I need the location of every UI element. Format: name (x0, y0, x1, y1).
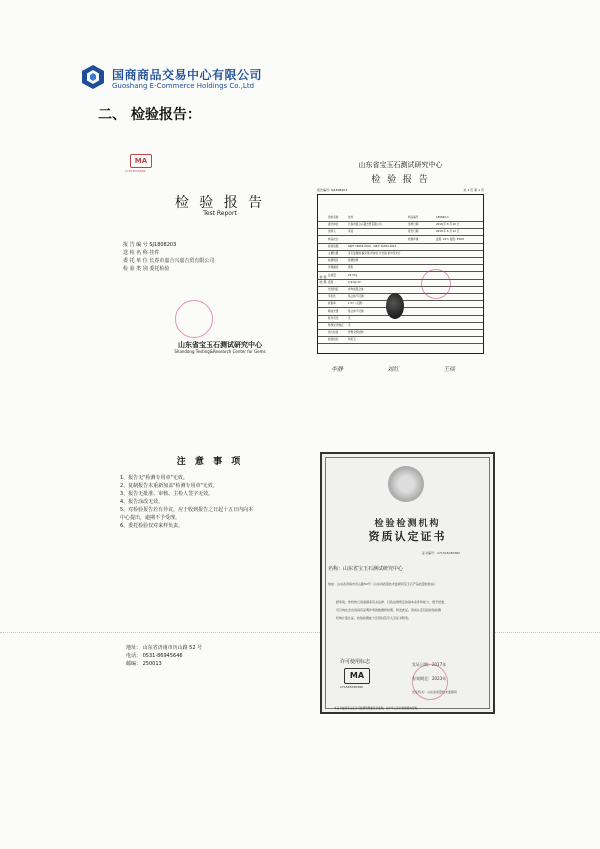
gem-photo (386, 293, 404, 319)
result-table-row (318, 251, 483, 258)
certificate-number: 证书编号：171515030382 (422, 551, 460, 555)
cma-license-number: 171515030382 (340, 685, 363, 689)
company-logo-icon (80, 64, 106, 90)
certificate-title-1: 检验检测机构 (374, 519, 441, 529)
notice-item: 3、报告无批准、审核、主检人签字无效。 (120, 491, 214, 497)
sheet-report-no: 报告编号: SJ1808203 (317, 188, 348, 192)
result-table-cell: 检测环境 (408, 237, 419, 241)
result-table-row (318, 316, 483, 323)
address: 地址： 山东省济南市历山路 52 号 (126, 645, 203, 651)
result-table-cell: 送检名称 (328, 216, 339, 219)
issuer-name-cn: 山东省宝玉石测试研究中心 (178, 341, 262, 349)
notice-title: 注 意 事 项 (176, 457, 244, 467)
result-table-cell: 挂件 (348, 216, 354, 219)
sheet-page: 共 1 页 第 1 页 (463, 188, 484, 192)
signature: 李静 (331, 366, 344, 373)
certificate-holder: 名称：山东省宝玉石测试研究中心 (328, 566, 404, 572)
result-table-cell: GB/T 16552-2010、GB/T 16553-2010 (348, 244, 397, 248)
result-table-row (318, 265, 483, 272)
result-table-row (318, 323, 483, 330)
issue-date: 发证日期：2017年 (412, 662, 447, 667)
result-table-cell: 总质量 (328, 273, 336, 277)
result-table-cell: 2018 年 8 月 20 日 (436, 223, 460, 227)
brand-name-cn: 国商商品交易中心有限公司 (112, 68, 263, 82)
result-table-cell: 放大检查 (328, 331, 339, 335)
notice-item: 中心提出，逾期不予受理。 (120, 515, 181, 521)
result-table-cell: 温度: 22℃ 湿度: 55RH (436, 237, 464, 241)
sheet-org: 山东省宝玉石测试研究中心 (358, 161, 443, 169)
valid-until: 有效期至：2023年 (412, 676, 447, 681)
result-table-cell: 无 (348, 316, 351, 320)
result-table-cell: 集合体不可测 (348, 295, 364, 299)
certificate-line: 经审查，你机构已具备国家有关法律、行政法规规定的基本条件和能力，现予批准， (336, 600, 448, 604)
cover-subtitle: Test Report (203, 210, 237, 217)
result-table-cell: 非均质集合体 (348, 288, 364, 291)
result-table-cell: 送样人 (328, 230, 336, 234)
result-table-cell: 检测结果 (348, 259, 359, 263)
result-table (317, 194, 484, 354)
report-cover (110, 140, 310, 370)
certificate-line: 地址：山东省济南市历山路52号（山东省质量技术监督局宝玉石产品质量检验站） (328, 582, 437, 586)
national-emblem-icon (388, 466, 424, 502)
cover-title: 检 验 报 告 (174, 195, 266, 211)
result-table-cell: 和田玉 (348, 338, 356, 342)
page-fold-divider (0, 632, 600, 633)
brand-name-en: Guoshang E-Commerce Holdings Co.,Ltd (112, 82, 255, 90)
result-table-cell: 29.37g (348, 273, 358, 277)
issuing-authority: 发证机关：山东省质量技术监督局 (412, 690, 458, 694)
test-result-sheet (313, 160, 488, 385)
result-table-cell: 报告日期 (408, 230, 419, 234)
result-table-cell: 宝石显微镜 偏光镜 折射仪 分光镜 紫外荧光灯 (348, 252, 401, 255)
result-table-cell: 黑色 (348, 266, 354, 270)
result-table-cell: 样品状态 (328, 237, 339, 241)
result-table-cell: 特殊光学效应 (328, 324, 344, 327)
result-table-cell: 检验结论 (328, 338, 339, 342)
notice-item: 5、对检验报告若有异议，应于收到报告之日起十五日内向本 (120, 507, 254, 513)
certificate-footer: 本证书由国家认证认可监督管理委员会监制，在中华人民共和国境内有效。 (334, 707, 420, 710)
certificate-line: 机构计量认证。检验检测能力及授权签字人见证书附表。 (336, 616, 412, 620)
result-table-cell: 李凌 (348, 230, 354, 234)
cover-field: 报 告 编 号 SJ1808203 (123, 242, 177, 248)
result-table-cell: 2018 年 8 月 21 日 (436, 230, 460, 234)
result-table-row (318, 215, 483, 222)
result-table-cell: 光性特征 (328, 288, 339, 291)
result-table-row (318, 258, 483, 265)
result-table-cell: 长春市嘉合兴嘉吉贸有限公司 (348, 223, 382, 227)
result-table-row (318, 337, 483, 344)
result-table-cell: 检测项目 (328, 259, 339, 263)
license-mark-title: 许可使用标志 (340, 659, 371, 665)
result-table-cell: 检验依据 (328, 244, 339, 248)
result-table-cell: 外观描述 (328, 266, 339, 270)
cover-field: 送 检 名 称 挂件 (123, 250, 160, 256)
result-table-row (318, 287, 483, 294)
result-table-row (318, 222, 483, 229)
result-table-row (318, 229, 483, 236)
cma-badge: MA (130, 154, 152, 168)
result-table-cell: 纤维交织结构 (348, 331, 364, 335)
result-table-row (318, 237, 483, 244)
signature: 王琰 (443, 366, 456, 373)
result-table-cell: 集合体不可测 (348, 309, 364, 313)
notice-item: 4、报告涂改无效。 (120, 499, 164, 505)
result-table-cell: 主要仪器 (328, 252, 339, 255)
phone: 电话： 0531-86945646 (126, 653, 183, 659)
notice-item: 2、复制报告未重新加盖"检测专用章"无效。 (120, 483, 218, 489)
result-table-row (318, 273, 483, 280)
cma-license-mark: MA (344, 668, 370, 684)
signature: 刘红 (387, 366, 400, 373)
result-table-cell: 密度 (328, 280, 334, 284)
result-table-cell: 折射率 (328, 302, 336, 306)
certificate-title-2: 资质认定证书 (368, 530, 447, 543)
section-title: 二、 检验报告： (98, 107, 201, 123)
result-table-cell: 吸收光谱 (328, 309, 339, 313)
result-table-cell: 180820-3 (436, 216, 449, 219)
result-table-cell: 送样日期 (408, 223, 419, 227)
result-table-cell: 样品编号 (408, 216, 419, 219)
result-table-cell: 1.57（点测） (348, 302, 365, 306)
result-table-row (318, 330, 483, 337)
result-table-row (318, 280, 483, 287)
notice-page (110, 440, 310, 720)
red-seal-stamp (421, 269, 451, 299)
cover-field: 委 托 单 位 长春市嘉合兴嘉吉贸有限公司 (123, 258, 215, 264)
result-table-cell: 无 (348, 324, 351, 327)
postcode: 邮编： 250013 (126, 661, 162, 667)
cma-number: 17015D/0382 (125, 169, 146, 173)
issuer-name-en: Shandong Testing&Research Center for Gems (174, 349, 266, 354)
result-table-cell: 紫外荧光 (328, 316, 339, 320)
notice-item: 6、委托检验仅对来样负责。 (120, 523, 184, 529)
qualification-certificate (320, 452, 495, 714)
result-table-cell: 多色性 (328, 295, 336, 299)
side-label: 检 验 结 果 (319, 275, 327, 284)
result-table-row (318, 244, 483, 251)
notice-item: 1、报告无"检测专用章"无效。 (120, 475, 188, 481)
result-table-cell: 委托单位 (328, 223, 339, 227)
red-seal-stamp (412, 664, 448, 700)
sheet-title: 检 验 报 告 (371, 175, 430, 185)
certificate-line: 可以向社会出具具有证明作用的数据和结果，特发此证。资质认定包括检验检测 (336, 608, 442, 612)
result-table-cell: 2.97g/cm³ (348, 280, 362, 284)
cover-field: 检 验 类 别 委托检验 (123, 266, 170, 272)
red-seal-stamp (175, 300, 213, 338)
